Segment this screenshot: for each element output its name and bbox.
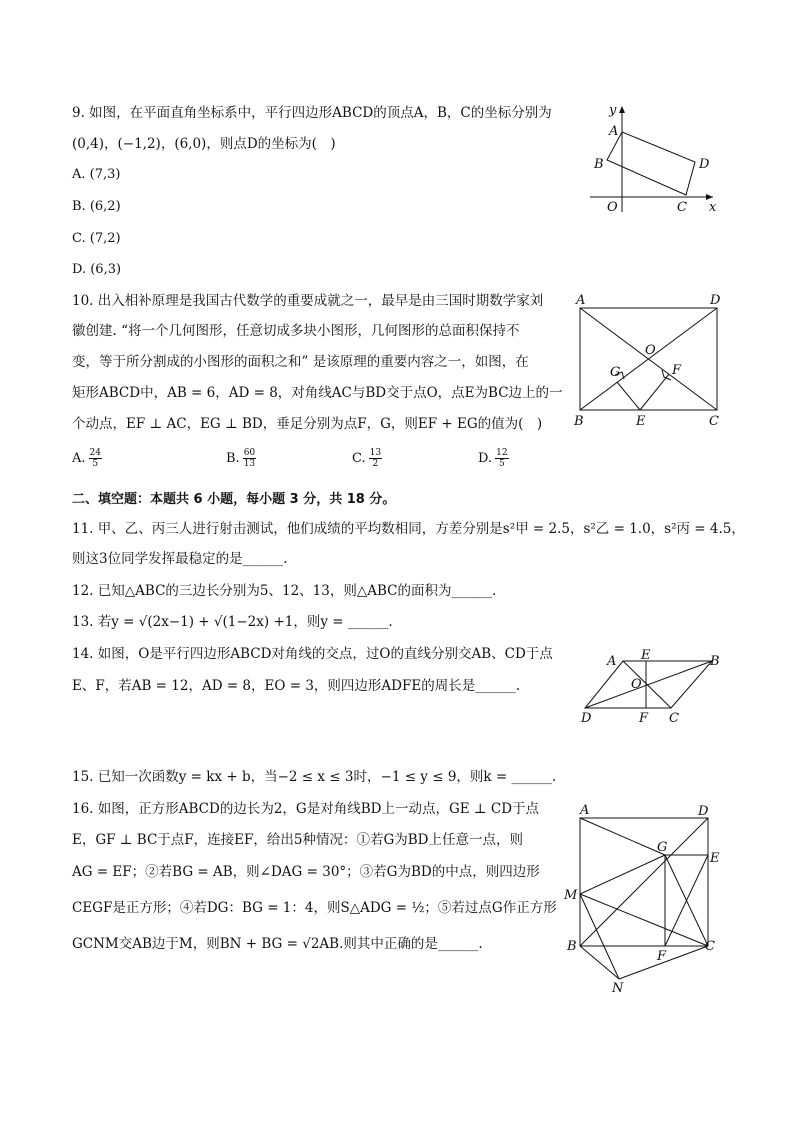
q16-line5: GCNM交AB边于M，则BN + BG = √2AB.则其中正确的是______. — [72, 936, 483, 952]
q10-label-c: C — [709, 414, 719, 429]
q16-figure — [562, 800, 732, 995]
q10-label-e: E — [636, 414, 646, 429]
q9-label-b: B — [594, 157, 604, 172]
q13-text: 13. 若y = √(2x−1) + √(1−2x) +1，则y = ______. — [72, 614, 393, 630]
q10-line1: 10. 出入相补原理是我国古代数学的重要成就之一，最早是由三国时期数学家刘 — [72, 293, 544, 309]
q9-label-a: A — [609, 124, 619, 139]
q10-option-c: C. $\frac{13}{2}$ — [352, 448, 382, 469]
q9-label-c: C — [677, 200, 687, 215]
q11-line2: 则这3位同学发挥最稳定的是______. — [72, 551, 288, 567]
q11-line1: 11. 甲、乙、丙三人进行射击测试，他们成绩的平均数相同，方差分别是s²甲 = 2.5，s²乙 = 1.0，s²丙 = 4.5， — [72, 521, 745, 537]
q16-label-g: G — [657, 840, 668, 855]
q14-label-f: F — [639, 711, 649, 726]
q14-label-b: B — [710, 654, 720, 669]
q10-label-b: B — [574, 414, 584, 429]
q9-option-d: D. (6,3) — [72, 262, 122, 277]
q14-line2: E、F，若AB = 12，AD = 8，EO = 3，则四边形ADFE的周长是______. — [72, 678, 521, 694]
q14-line1: 14. 如图，O是平行四边形ABCD对角线的交点，过O的直线分别交AB、CD于点 — [72, 646, 553, 662]
q9-option-a: A. (7,3) — [72, 167, 121, 182]
q10-option-b: B. $\frac{60}{13}$ — [226, 448, 256, 469]
q16-line3: AG = EF；②若BG = AB，则∠DAG = 30°；③若G为BD的中点，则四边形 — [72, 864, 540, 880]
q10-label-g: G — [610, 365, 621, 380]
q9-line2: (0,4)，(−1,2)，(6,0)，则点D的坐标为( ) — [72, 136, 336, 152]
q14-label-c: C — [669, 711, 679, 726]
q16-label-n: N — [612, 981, 624, 995]
q16-line4: CEGF是正方形；④若DG：BG = 1：4，则S△ADG = ½；⑤若过点G作正方形 — [72, 900, 557, 916]
q9-option-b: B. (6,2) — [72, 199, 121, 214]
q9-label-y: y — [609, 103, 617, 118]
q16-label-b: B — [567, 939, 577, 954]
q16-label-m: M — [564, 888, 578, 903]
q14-label-e: E — [641, 648, 651, 663]
section-2-heading: 二、填空题：本题共 6 小题，每小题 3 分，共 18 分。 — [72, 492, 396, 507]
q10-label-f: F — [672, 363, 682, 378]
q10-label-d: D — [710, 293, 721, 308]
q10-label-a: A — [576, 293, 586, 308]
q14-label-a: A — [607, 654, 617, 669]
q10-figure — [570, 288, 730, 433]
q9-label-o: O — [607, 200, 618, 215]
q14-label-d: D — [581, 711, 592, 726]
q9-option-c: C. (7,2) — [72, 231, 121, 246]
q10-option-d: D. $\frac{12}{5}$ — [478, 448, 508, 469]
q16-line1: 16. 如图，正方形ABCD的边长为2，G是对角线BD上一动点，GE ⊥ CD于点 — [72, 801, 540, 817]
q15-text: 15. 已知一次函数y = kx + b，当−2 ≤ x ≤ 3时，−1 ≤ y ≤ 9，则k = ______. — [72, 769, 557, 785]
q12-text: 12. 已知△ABC的三边长分别为5、12、13，则△ABC的面积为______. — [72, 583, 497, 599]
q10-line3: 变，等于所分割成的小图形的面积之和” 是该原理的重要内容之一，如图，在 — [72, 354, 529, 370]
q9-line1: 9. 如图，在平面直角坐标系中，平行四边形ABCD的顶点A，B，C的坐标分别为 — [72, 105, 552, 121]
q16-line2: E，GF ⊥ BC于点F，连接EF，给出5种情况：①若G为BD上任意一点，则 — [72, 832, 523, 848]
q16-label-d: D — [698, 804, 709, 819]
q16-label-e: E — [710, 851, 720, 866]
q10-line2: 徽创建. “将一个几何图形，任意切成多块小图形，几何图形的总面积保持不 — [72, 323, 520, 339]
q10-line5: 个动点，EF ⊥ AC，EG ⊥ BD，垂足分别为点F，G，则EF + EG的值为( ) — [72, 416, 543, 432]
q10-line4: 矩形ABCD中，AB = 6，AD = 8，对角线AC与BD交于点O，点E为BC边上的一 — [72, 385, 563, 401]
q16-label-a: A — [580, 803, 590, 818]
q16-label-f: F — [657, 949, 667, 964]
q16-label-c: C — [705, 939, 715, 954]
q9-figure — [585, 100, 725, 215]
q14-figure — [575, 648, 725, 726]
q9-label-d: D — [699, 157, 710, 172]
q10-label-o: O — [645, 343, 656, 358]
q10-option-a: A. $\frac{24}{5}$ — [72, 448, 101, 469]
q9-label-x: x — [709, 200, 717, 215]
q14-label-o: O — [631, 677, 642, 692]
